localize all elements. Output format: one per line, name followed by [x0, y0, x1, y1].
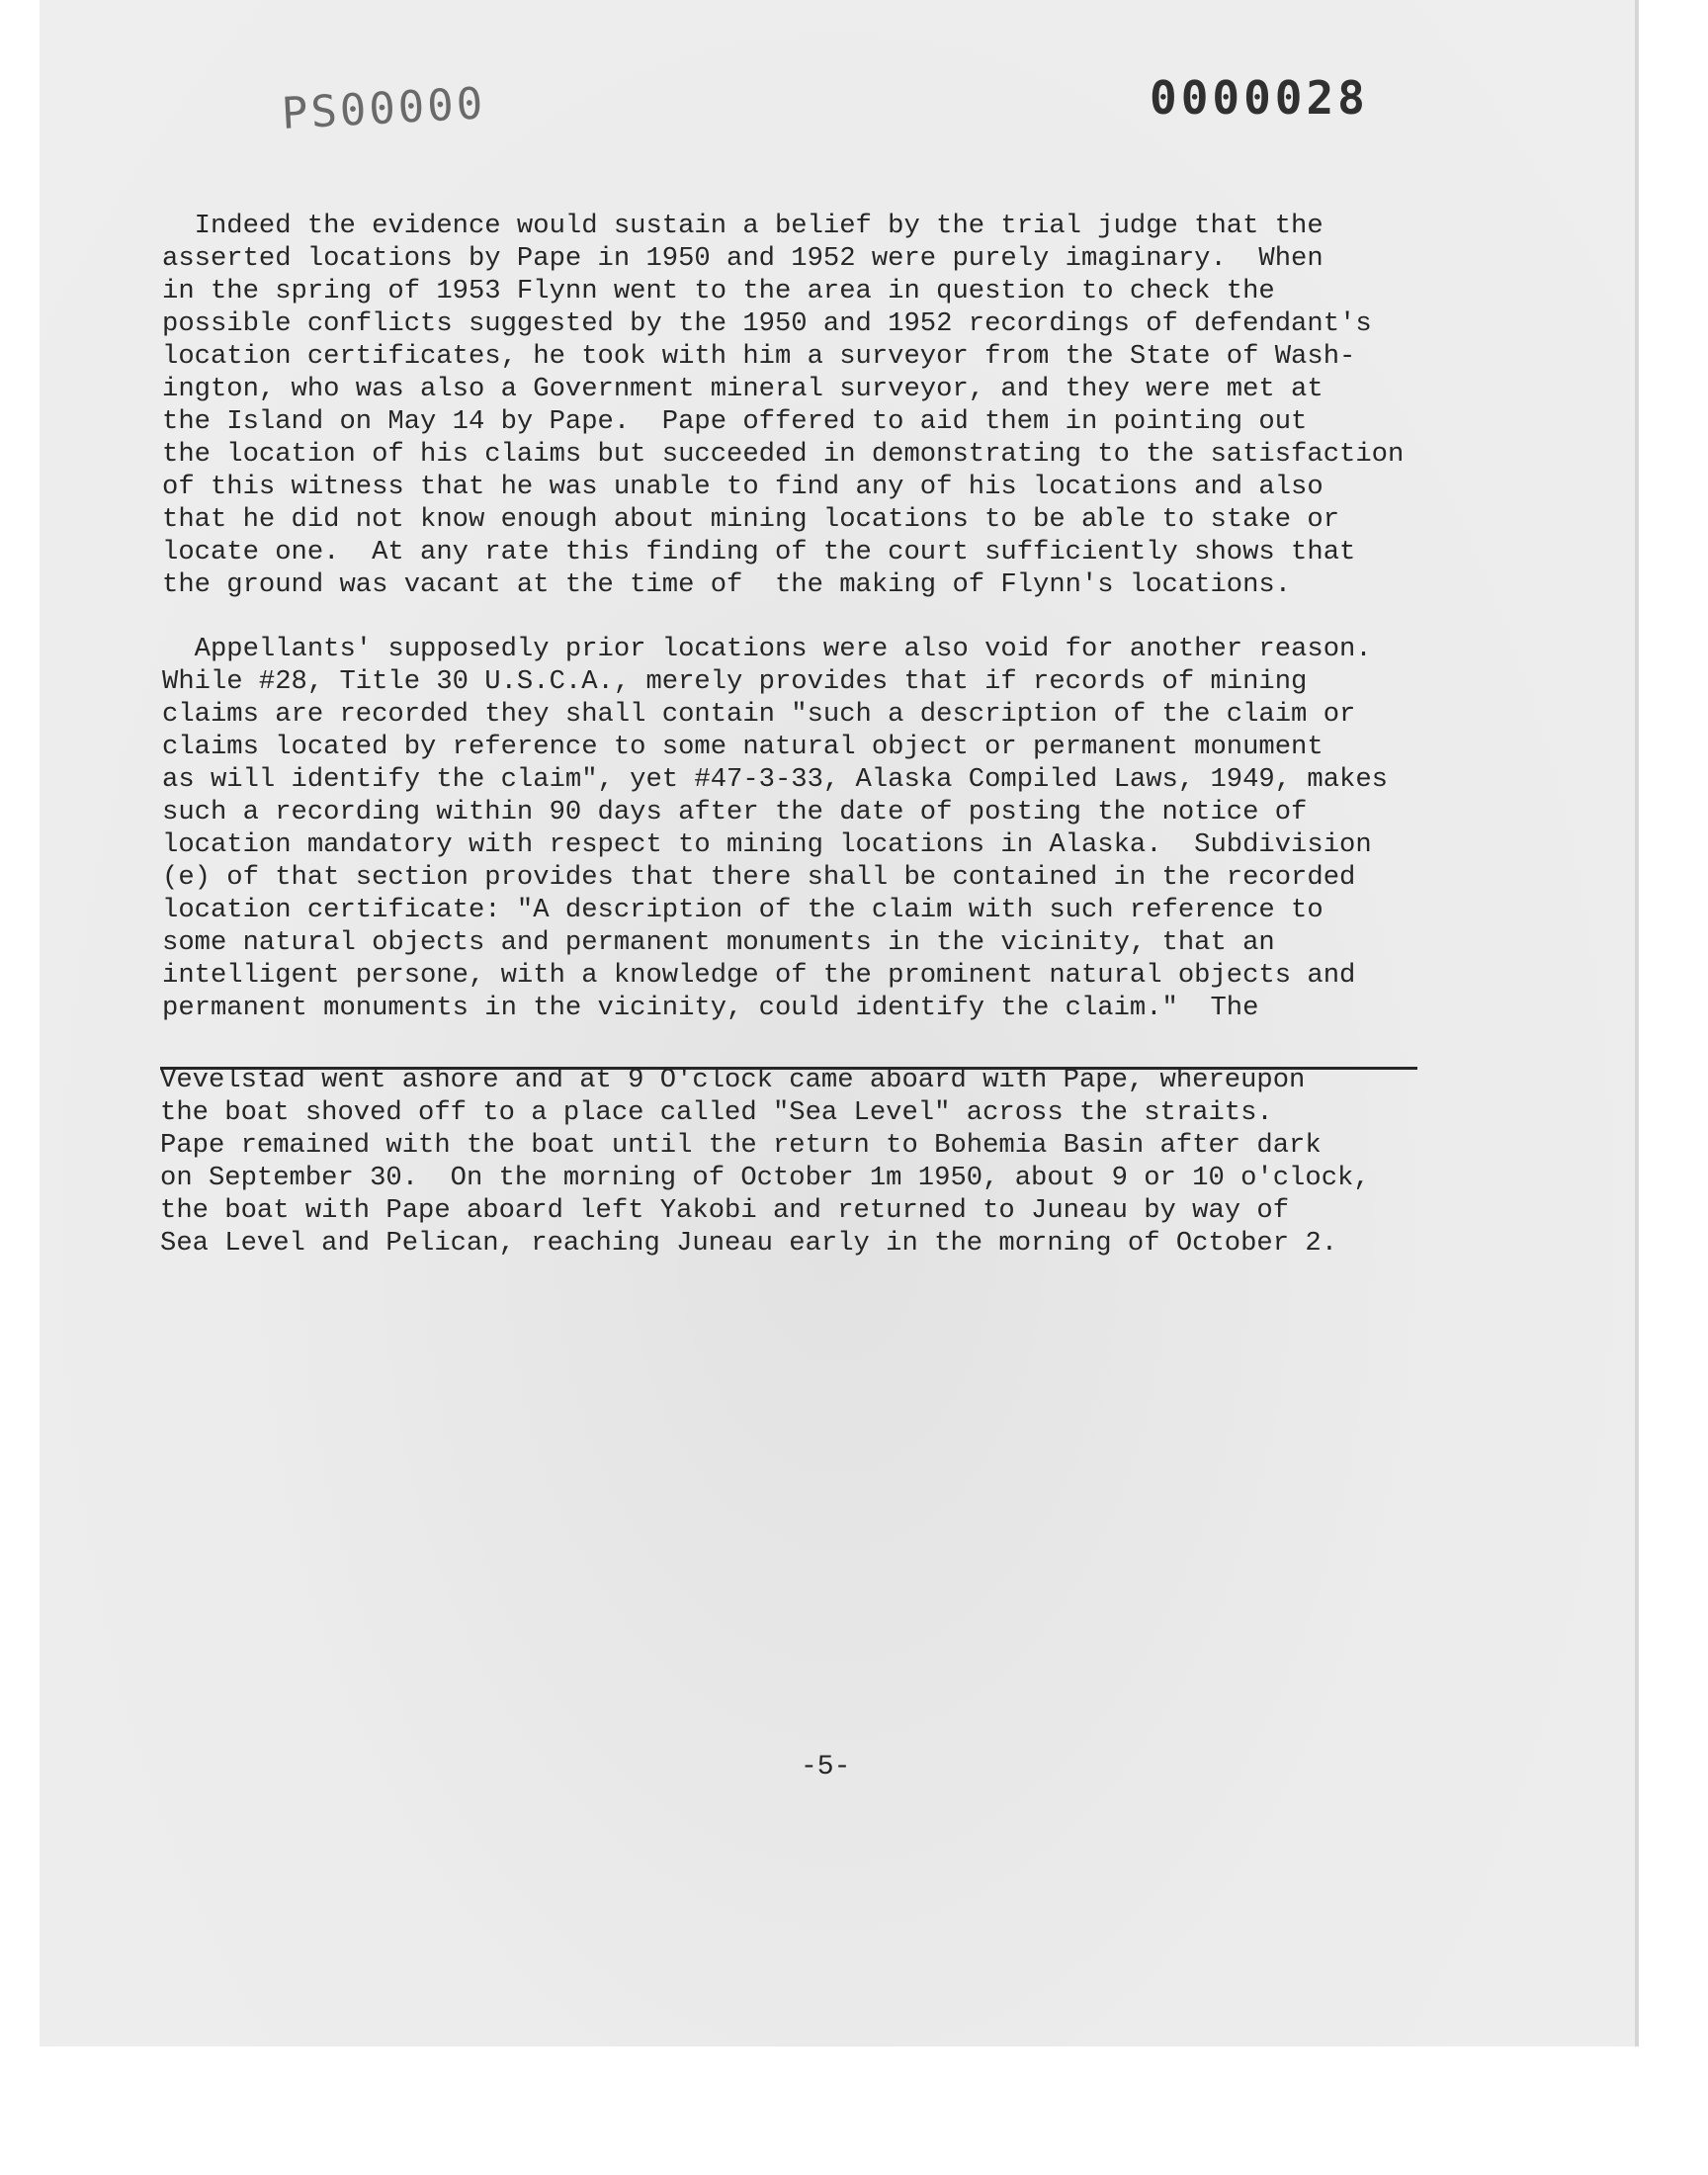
footnote-text: Vevelstad went ashore and at 9 O'clock came aboard with Pape, whereupon the boat shoved off to a place called "Sea Level" across the straits. Pape remained with the boat until the return to Bohemia Basin after dark on September 30. On the morning of October 1m 1950, about 9 or 10 o'clock, the boat with Pape aboard left Yakobi and returned to Juneau by way of Sea Level and Pelican, reaching Juneau early in the morning of October 2.: [160, 1065, 1370, 1259]
page-edge: [1635, 0, 1639, 2046]
body-paragraph-1: Indeed the evidence would sustain a belief by the trial judge that the asserted locations by Pape in 1950 and 1952 were purely imaginary. When in the spring of 1953 Flynn went to the area in question to check the possible conflicts suggested by the 1950 and 1952 recordings of defendant's location certificates, he took with him a surveyor from the State of Wash- ington, who was also a Government mineral surveyor, and they were met at the Island on May 14 by Pape. Pape offered to aid them in pointing out the location of his claims but succeeded in demonstrating to the satisfaction of this witness that he was unable to find any of his locations and also that he did not know enough about mining locations to be able to stake or locate one. At any rate this finding of the court sufficiently shows that the ground was vacant at the time of the making of Flynn's locations.: [162, 211, 1405, 600]
bates-stamp-right: 0000028: [1150, 71, 1369, 125]
bates-stamp-left: PS00000: [280, 78, 487, 139]
body-paragraph-2: Appellants' supposedly prior locations were also void for another reason. While #28, Title 30 U.S.C.A., merely provides that if records of mining claims are recorded they shall contain "such a description of the claim or claims located by reference to some natural object or permanent monument as will identify the claim", yet #47-3-33, Alaska Compiled Laws, 1949, makes such a recording within 90 days after the date of posting the notice of location mandatory with respect to mining locations in Alaska. Subdivision (e) of that section provides that there shall be contained in the recorded location certificate: "A description of the claim with such reference to some natural objects and permanent monuments in the vicinity, that an intelligent persone, with a knowledge of the prominent natural objects and permanent monuments in the vicinity, could identify the claim." The: [162, 634, 1388, 1023]
page-number: -5-: [801, 1752, 851, 1783]
